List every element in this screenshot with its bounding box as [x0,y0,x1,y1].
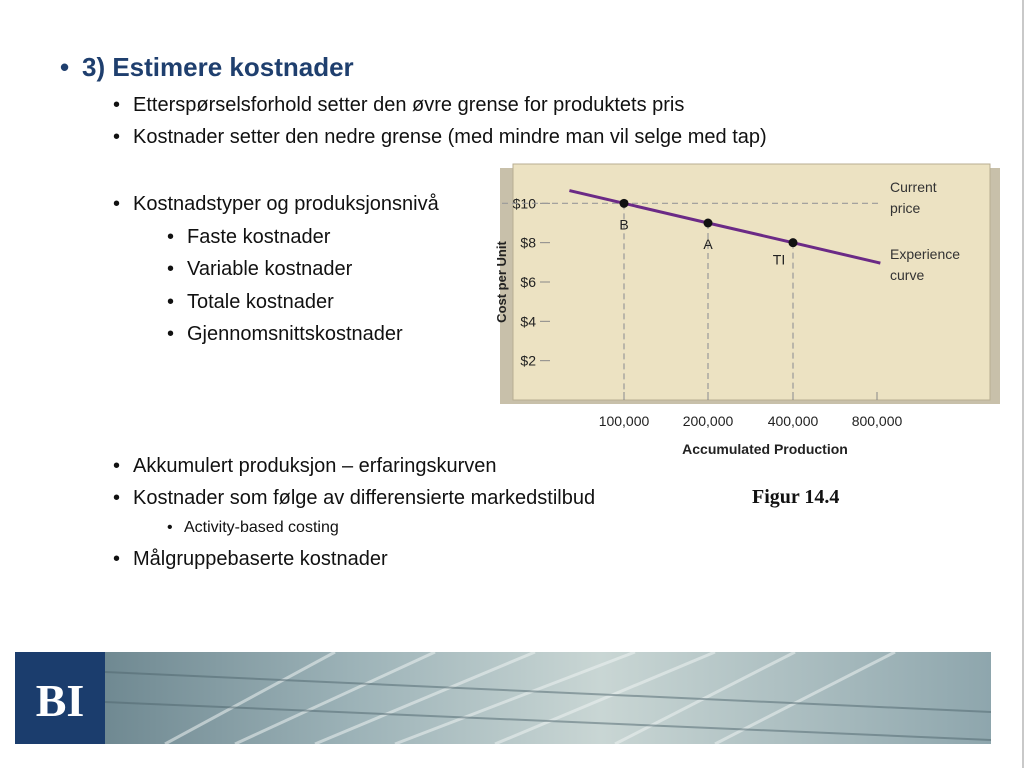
sub-bullet-item [167,226,330,249]
bullet-text: Variable kostnader [187,258,353,280]
bullet-text: Activity-based costing [184,519,339,536]
bullet-text: Kostnadstyper og produksjonsnivå [133,193,439,215]
bullet-item [113,193,439,216]
experience-curve-chart [484,158,1014,464]
bullet-text: Målgruppebaserte kostnader [133,548,388,570]
experience-curve-label-line2: curve [890,267,925,283]
sub-bullet-item [167,258,352,281]
point-label-b: B [619,216,629,233]
bullet-item [113,94,684,117]
y-axis-label: Cost per Unit [494,241,509,323]
bullet-dot: • [113,193,121,215]
point-label-ti: TI [772,251,786,268]
y-tick-label: $10 [512,195,536,212]
bullet-dot: • [167,323,175,345]
bi-logo: BI [35,675,85,726]
data-point-ti [789,238,798,247]
bullet-dot: • [113,548,121,570]
x-tick-label: 100,000 [598,413,650,429]
bullet-text: Totale kostnader [187,291,334,313]
x-tick-label: 200,000 [682,413,734,429]
current-price-label-line1: Current [890,179,937,195]
bullet-dot: • [113,94,121,116]
bullet-dot: • [113,126,121,148]
bullet-text: Faste kostnader [187,226,331,248]
figure-caption: Figur 14.4 [752,486,840,508]
heading-bullet: • [60,52,70,82]
point-label-a: A [703,236,713,252]
data-point-a [704,219,713,228]
footer-banner [15,652,991,744]
bullet-dot: • [113,487,121,509]
y-tick-label: $8 [520,234,536,251]
bullet-dot: • [113,455,121,477]
chart-svg [484,158,1014,464]
x-tick-label: 800,000 [851,413,903,429]
y-tick-label: $4 [520,313,536,330]
x-tick-label: 400,000 [767,413,819,429]
bullet-text: Akkumulert produksjon – erfaringskurven [133,455,497,477]
sub-bullet-item [167,323,403,346]
footer-banner-image [15,652,991,744]
y-tick-label: $6 [520,274,536,290]
current-price-label-line2: price [890,200,921,216]
data-point-b [620,199,629,208]
bullet-dot: • [167,258,175,280]
bullet-text: Etterspørselsforhold setter den øvre grense for produktets pris [133,94,685,116]
bullet-dot: • [167,226,175,248]
heading-text: 3) Estimere kostnader [82,52,354,82]
sub-bullet-item [167,291,334,314]
y-tick-label: $2 [520,352,536,369]
bullet-text: Kostnader som følge av differensierte markedstilbud [133,487,596,509]
bullet-item [113,455,497,478]
bullet-dot: • [167,291,175,313]
bullet-item [113,548,388,571]
bullet-item [113,487,595,510]
bullet-dot: • [167,519,173,536]
bullet-text: Gjennomsnittskostnader [187,323,403,345]
experience-curve-label-line1: Experience [890,246,961,262]
sub-bullet-item [167,519,339,537]
bullet-text: Kostnader setter den nedre grense (med mindre man vil selge med tap) [133,126,767,148]
x-axis-label: Accumulated Production [682,441,848,457]
bullet-item [113,126,767,149]
slide-heading [60,52,354,83]
